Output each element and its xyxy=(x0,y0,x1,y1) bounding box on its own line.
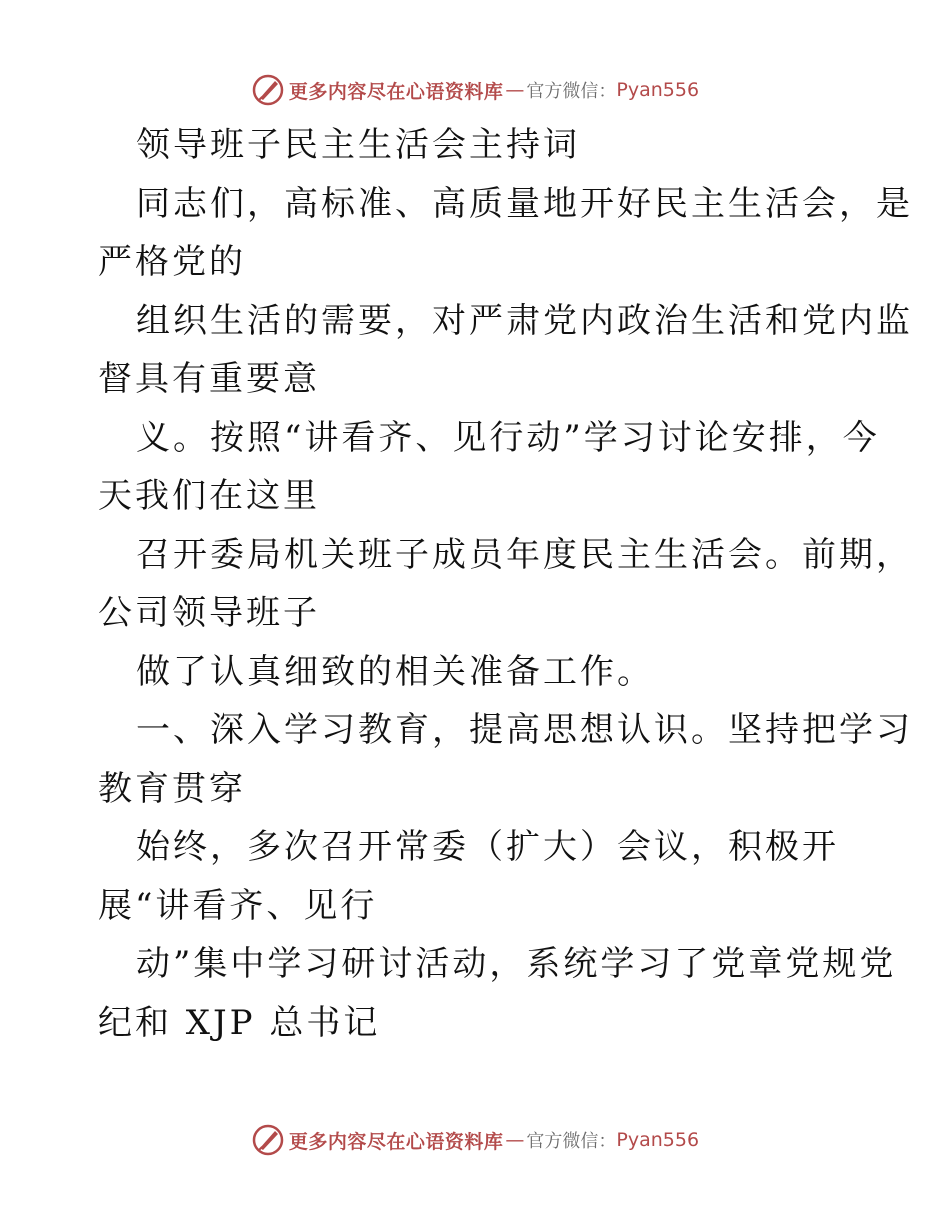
doc-line: 始终，多次召开常委（扩大）会议，积极开 xyxy=(136,827,839,867)
footer-watermark xyxy=(0,1120,950,1160)
document-body xyxy=(98,116,913,1052)
doc-line: 义。按照“讲看齐、见行动”学习讨论安排，今 xyxy=(136,417,880,458)
doc-line: 纪和 XJP 总书记 xyxy=(98,1002,381,1043)
header-watermark xyxy=(0,70,950,110)
doc-line: 动”集中学习研讨活动，系统学习了党章党规党 xyxy=(136,944,897,984)
quill-pen-seal-icon xyxy=(251,1123,285,1157)
doc-line: 一、深入学习教育，提高思想认识。坚持把学习 xyxy=(136,710,913,750)
watermark-separator: — xyxy=(505,79,525,101)
watermark-separator: — xyxy=(505,1129,525,1151)
doc-line: 公司领导班子 xyxy=(98,593,320,633)
watermark-label: 官方微信： xyxy=(526,1131,617,1152)
watermark-brand: 更多内容尽在心语资料库 xyxy=(288,1130,504,1153)
watermark-label: 官方微信： xyxy=(526,81,617,102)
doc-title: 领导班子民主生活会主持词 xyxy=(136,125,580,165)
watermark-id: Pyan556 xyxy=(616,1129,700,1151)
doc-line: 组织生活的需要，对严肃党内政治生活和党内监 xyxy=(136,300,913,341)
doc-line: 督具有重要意 xyxy=(98,359,320,399)
doc-line: 展“讲看齐、见行 xyxy=(98,885,378,926)
watermark-brand: 更多内容尽在心语资料库 xyxy=(288,80,504,103)
doc-line: 召开委局机关班子成员年度民主生活会。前期， xyxy=(136,534,913,575)
doc-line: 同志们，高标准、高质量地开好民主生活会，是 xyxy=(136,183,913,224)
doc-line: 教育贯穿 xyxy=(98,768,246,809)
doc-line: 做了认真细致的相关准备工作。 xyxy=(136,651,654,692)
quill-pen-seal-icon xyxy=(251,73,285,107)
watermark-id: Pyan556 xyxy=(616,79,700,101)
doc-line: 天我们在这里 xyxy=(98,476,320,516)
doc-line: 严格党的 xyxy=(98,242,246,282)
